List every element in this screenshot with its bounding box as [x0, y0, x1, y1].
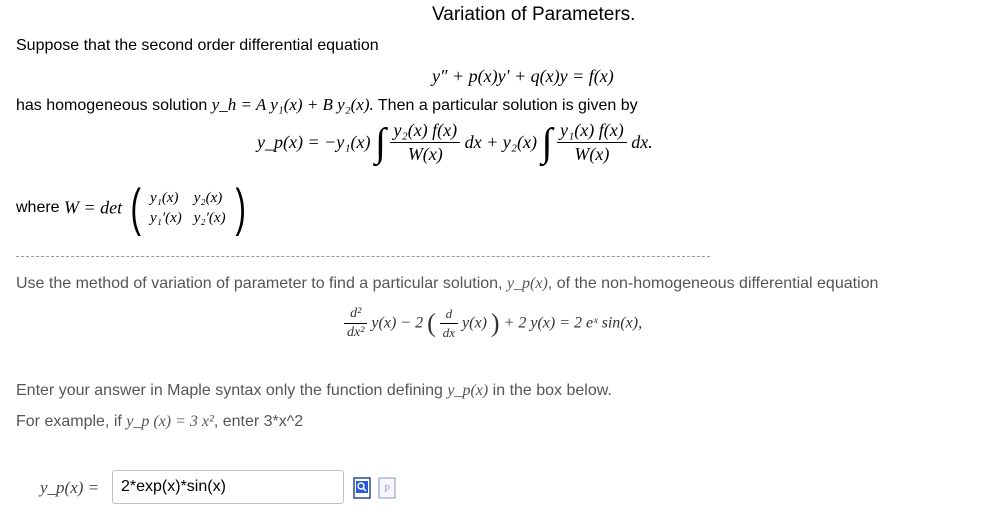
svg-text:P: P	[383, 483, 391, 495]
preview-icon[interactable]	[353, 477, 371, 499]
wronskian-definition: where W = det ( y₁(x) y₂(x) y₁′(x) y₂′(x) )	[16, 179, 246, 237]
ode-general: y″ + p(x)y′ + q(x)y = f(x)	[432, 66, 614, 86]
homogeneous-solution: y_h = A y₁(x) + B y₂(x).	[211, 95, 374, 114]
ode-specific: $\frac{\text{d²}}{\text{dx²}}$ y(x) − 2 ( $\frac{d}{dx}$ y(x) ) + 2 y(x) = 2 eˣ sin(x),	[344, 306, 642, 341]
answer-input[interactable]	[112, 470, 344, 504]
intro-line-2: has homogeneous solution y_h = A y₁(x) + B y₂(x). Then a particular solution is given by	[16, 95, 638, 114]
wronskian-matrix: y₁(x) y₂(x) y₁′(x) y₂′(x)	[149, 190, 226, 226]
problem-prompt: Use the method of variation of parameter to find a particular solution, y_p(x), of the non-homogeneous differential equation	[16, 275, 879, 292]
maple-syntax-icon[interactable]	[378, 477, 396, 499]
instruction-line-2: For example, if y_p (x) = 3 x², enter 3*x^2	[16, 413, 304, 430]
section-divider	[16, 256, 710, 257]
instruction-line-1: Enter your answer in Maple syntax only the function defining y_p(x) in the box below.	[16, 382, 612, 399]
page-title: Variation of Parameters.	[432, 4, 636, 25]
intro-line-1: Suppose that the second order differential equation	[16, 37, 379, 54]
particular-solution-formula: y_p(x) = −y₁(x) ∫ $\frac{\text{y₂(x) f(x)}}{W(x)}$ dx + y₂(x) ∫ $\frac{\text{y₁(x) f(x)}}{W(x)}$ dx.	[257, 119, 653, 165]
answer-label: y_p(x) =	[40, 478, 100, 497]
